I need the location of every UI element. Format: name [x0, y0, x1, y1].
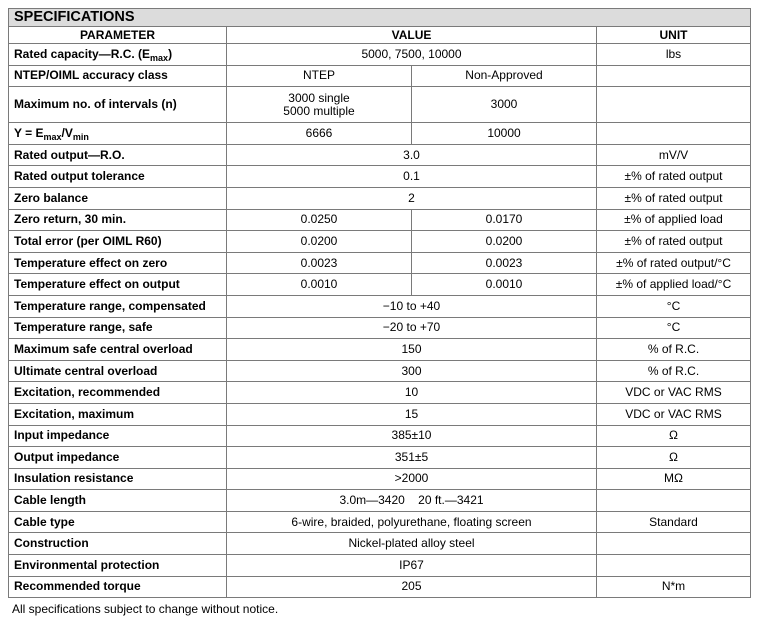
- table-title: SPECIFICATIONS: [9, 9, 751, 27]
- param-label: Temperature effect on zero: [9, 252, 227, 274]
- param-value: 3.0m—3420 20 ft.—3421: [227, 490, 597, 512]
- header-parameter: PARAMETER: [9, 27, 227, 44]
- param-label: Recommended torque: [9, 576, 227, 598]
- param-value-a: NTEP: [227, 65, 412, 87]
- param-value: 3.0: [227, 144, 597, 166]
- table-row: [9, 511, 751, 533]
- param-label: Rated capacity—R.C. $(E_{max})$: [9, 44, 227, 66]
- table-row: [9, 209, 751, 231]
- param-label: Maximum safe central overload: [9, 339, 227, 361]
- table-row: [9, 187, 751, 209]
- param-value: −10 to +40: [227, 295, 597, 317]
- param-unit: [597, 533, 751, 555]
- table-row: [9, 252, 751, 274]
- param-unit: ±% of applied load/°C: [597, 274, 751, 296]
- param-value-a: 0.0200: [227, 231, 412, 253]
- table-row: [9, 382, 751, 404]
- table-row: [9, 339, 751, 361]
- param-label: Rated output tolerance: [9, 166, 227, 188]
- param-unit: ±% of applied load: [597, 209, 751, 231]
- param-value: 0.1: [227, 166, 597, 188]
- param-unit: VDC or VAC RMS: [597, 382, 751, 404]
- table-row: [9, 274, 751, 296]
- param-unit: mV/V: [597, 144, 751, 166]
- param-value: 300: [227, 360, 597, 382]
- param-unit: [597, 490, 751, 512]
- specifications-table: [8, 8, 751, 598]
- table-row: [9, 533, 751, 555]
- param-value: 2: [227, 187, 597, 209]
- table-row: [9, 555, 751, 577]
- param-label: Temperature effect on output: [9, 274, 227, 296]
- param-label: Construction: [9, 533, 227, 555]
- param-unit: ±% of rated output: [597, 187, 751, 209]
- table-row: [9, 231, 751, 253]
- header-unit: UNIT: [597, 27, 751, 44]
- param-label: Total error (per OIML R60): [9, 231, 227, 253]
- param-label: Zero balance: [9, 187, 227, 209]
- param-label: $Y = E_{max}/V_{min}$: [9, 123, 227, 145]
- param-value-a: 3000 single 5000 multiple: [227, 87, 412, 123]
- param-value-b: 0.0200: [412, 231, 597, 253]
- param-unit: °C: [597, 317, 751, 339]
- param-label: Rated output—R.O.: [9, 144, 227, 166]
- param-label: Cable type: [9, 511, 227, 533]
- table-row: [9, 317, 751, 339]
- param-label: Excitation, recommended: [9, 382, 227, 404]
- param-value: 205: [227, 576, 597, 598]
- table-row: [9, 403, 751, 425]
- table-row: [9, 87, 751, 123]
- table-row: [9, 425, 751, 447]
- param-label: Temperature range, safe: [9, 317, 227, 339]
- param-label: Maximum no. of intervals (n): [9, 87, 227, 123]
- param-value: −20 to +70: [227, 317, 597, 339]
- param-value: 150: [227, 339, 597, 361]
- table-row: [9, 65, 751, 87]
- param-unit: ±% of rated output/°C: [597, 252, 751, 274]
- param-unit: lbs: [597, 44, 751, 66]
- param-value: 6-wire, braided, polyurethane, floating screen: [227, 511, 597, 533]
- table-row: [9, 166, 751, 188]
- table-row: [9, 360, 751, 382]
- param-unit: °C: [597, 295, 751, 317]
- table-row: [9, 295, 751, 317]
- param-value-a: 0.0010: [227, 274, 412, 296]
- param-label: Input impedance: [9, 425, 227, 447]
- table-title-row: [9, 9, 751, 27]
- param-unit: MΩ: [597, 468, 751, 490]
- param-unit: % of R.C.: [597, 360, 751, 382]
- param-label: Insulation resistance: [9, 468, 227, 490]
- param-value: IP67: [227, 555, 597, 577]
- param-unit: Ω: [597, 447, 751, 469]
- param-unit: Ω: [597, 425, 751, 447]
- param-value: 10: [227, 382, 597, 404]
- param-value: >2000: [227, 468, 597, 490]
- param-label: Output impedance: [9, 447, 227, 469]
- param-value-b: 0.0170: [412, 209, 597, 231]
- param-unit: [597, 87, 751, 123]
- param-unit: ±% of rated output: [597, 231, 751, 253]
- table-row: [9, 576, 751, 598]
- param-label: Environmental protection: [9, 555, 227, 577]
- table-row: [9, 447, 751, 469]
- param-value-b: Non-Approved: [412, 65, 597, 87]
- table-row: [9, 468, 751, 490]
- param-label: Excitation, maximum: [9, 403, 227, 425]
- table-row: [9, 490, 751, 512]
- spec-sheet: [8, 8, 750, 616]
- param-unit: [597, 555, 751, 577]
- footnote: All specifications subject to change without notice.: [12, 602, 279, 617]
- param-value-b: 0.0010: [412, 274, 597, 296]
- param-value-a: 0.0023: [227, 252, 412, 274]
- param-unit: ±% of rated output: [597, 166, 751, 188]
- param-unit: N*m: [597, 576, 751, 598]
- param-value: 351±5: [227, 447, 597, 469]
- param-label: Zero return, 30 min.: [9, 209, 227, 231]
- param-value-a: 6666: [227, 123, 412, 145]
- param-value-b: 0.0023: [412, 252, 597, 274]
- param-value: 5000, 7500, 10000: [227, 44, 597, 66]
- param-value-b: 3000: [412, 87, 597, 123]
- table-row: [9, 144, 751, 166]
- param-label: Temperature range, compensated: [9, 295, 227, 317]
- param-value: Nickel-plated alloy steel: [227, 533, 597, 555]
- param-label: NTEP/OIML accuracy class: [9, 65, 227, 87]
- param-value: 385±10: [227, 425, 597, 447]
- header-value: VALUE: [227, 27, 597, 44]
- param-label: Cable length: [9, 490, 227, 512]
- param-unit: [597, 65, 751, 87]
- param-unit: [597, 123, 751, 145]
- param-unit: VDC or VAC RMS: [597, 403, 751, 425]
- param-value: 15: [227, 403, 597, 425]
- table-row: [9, 123, 751, 145]
- param-label: Ultimate central overload: [9, 360, 227, 382]
- param-unit: Standard: [597, 511, 751, 533]
- table-header-row: [9, 27, 751, 44]
- param-unit: % of R.C.: [597, 339, 751, 361]
- table-row: [9, 44, 751, 66]
- param-value-a: 0.0250: [227, 209, 412, 231]
- param-value-b: 10000: [412, 123, 597, 145]
